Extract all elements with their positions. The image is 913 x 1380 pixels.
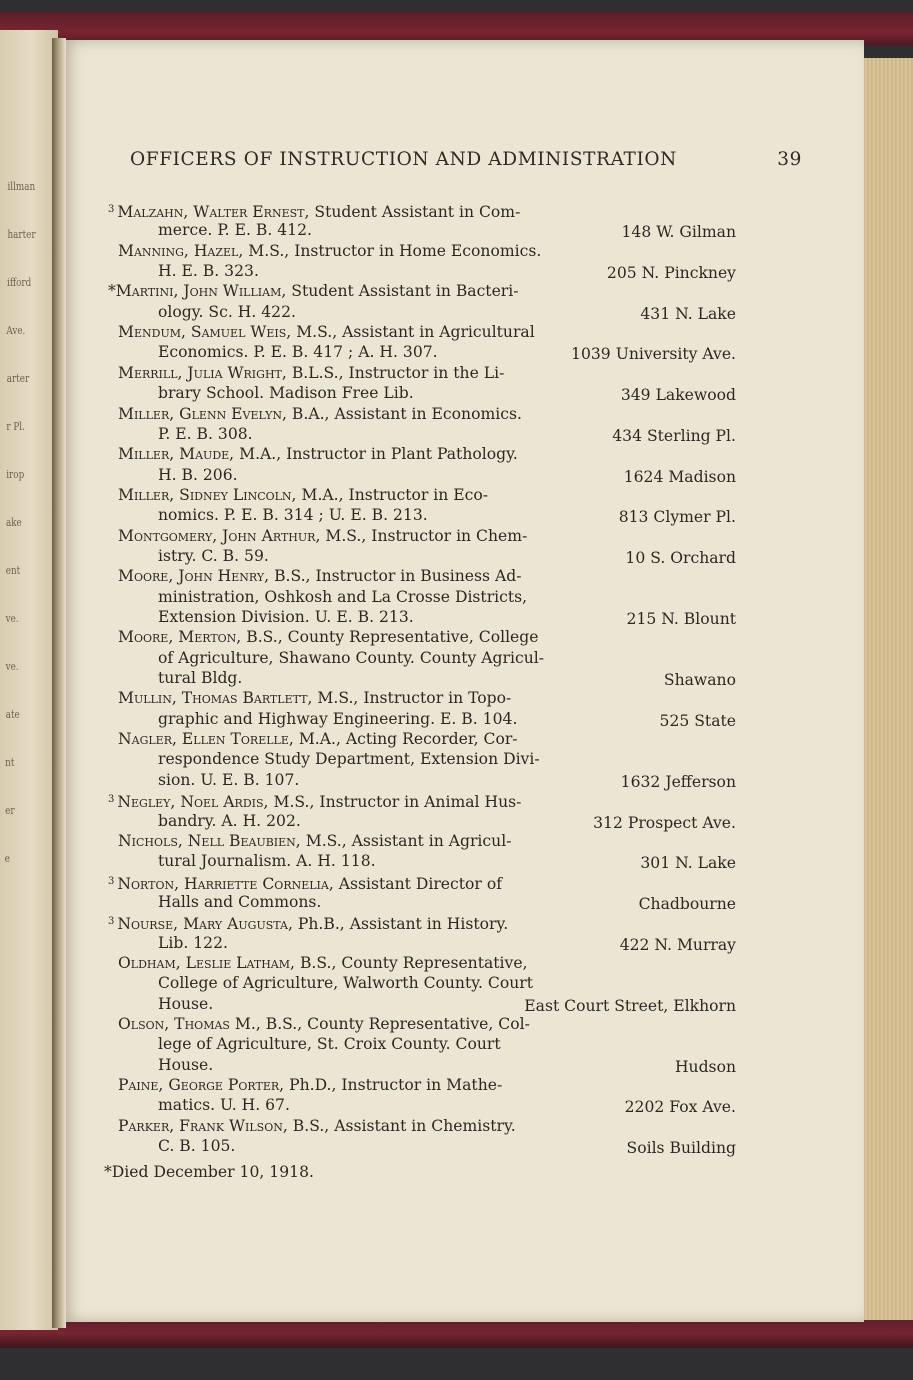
entry-continuation-line: Lib. 122. [158,933,228,952]
entry-name: Nourse, Mary Augusta, [117,915,293,934]
entry-name: Manning, Hazel, [118,241,244,260]
header-title: OFFICERS OF INSTRUCTION AND ADMINISTRATION [130,149,677,170]
entry-address: 312 Prospect Ave. [593,813,736,832]
facing-page-fragment: e [4,852,10,865]
entry-description: M.S., Assistant in Agricultural [296,323,535,342]
entry-address: 10 S. Orchard [625,548,736,567]
entry-description: M.A., Acting Recorder, Cor- [298,730,518,749]
entry-name: Negley, Noel Ardis, [117,793,269,812]
entry-continuation-line: C. B. 105. [158,1137,236,1156]
entry-first-line [108,872,502,892]
entry-first-line [108,281,519,301]
entry-description: Ph.D., Instructor in Mathe- [289,1076,503,1095]
facing-page-fragment: irop [6,468,25,481]
footnote: *Died December 10, 1918. [104,1163,314,1181]
facing-page-edge [0,30,58,1330]
entry-name: Martini, John William, [115,282,287,301]
entry-first-line [108,790,521,810]
entry-description: B.L.S., Instructor in the Li- [291,363,505,382]
entry-address: 1624 Madison [623,467,736,486]
entry-first-line [118,688,511,708]
entry-address: 349 Lakewood [620,386,736,405]
facing-page-fragment: ve. [5,612,19,625]
entry-description: B.S., Assistant in Chemistry. [292,1116,516,1135]
entry-address: 148 W. Gilman [621,223,736,242]
entry-description: Student Assistant in Com- [314,203,521,221]
entry-address: 422 N. Murray [619,935,736,954]
facing-page-fragment: ate [5,708,20,721]
entry-name: Olson, Thomas M., [118,1015,261,1033]
entry-description: M.S., Assistant in Agricul- [305,831,512,850]
entry-address: 1039 University Ave. [571,345,736,364]
entry-address: 301 N. Lake [640,854,736,873]
book-page [62,40,864,1322]
facing-page-fragment: ifford [7,276,32,289]
facing-page-fragment: er [5,804,15,817]
entry-continuation-line: Halls and Commons. [158,892,322,911]
page-stack-edge [862,58,913,1320]
entry-description: M.A., Instructor in Plant Pathology. [239,445,518,464]
entry-continuation-line: of Agriculture, Shawano County. County Agricul- [158,648,545,667]
entry-first-line [118,1075,502,1095]
entry-first-line [118,831,511,851]
facing-page-fragment: ake [5,516,22,529]
entry-first-line [118,1014,530,1034]
entry-address: 813 Clymer Pl. [618,508,736,527]
entry-name: Mendum, Samuel Weis, [118,323,292,342]
entry-description: Ph.B., Assistant in History. [297,915,509,934]
entry-name: Mullin, Thomas Bartlett, [118,689,313,708]
entry-first-line [118,404,522,424]
entry-continuation-line: respondence Study Department, Extension Divi- [158,750,540,769]
gutter-shadow [52,38,66,1328]
entry-marker: 3 [108,204,115,215]
entry-description: M.A., Instructor in Eco- [301,485,489,504]
facing-page-fragment: ve. [5,660,19,673]
entry-marker: * [108,282,116,301]
entry-first-line [118,526,527,546]
entry-first-line [118,953,528,973]
entry-description: Student Assistant in Bacteri- [291,282,519,301]
entry-first-line [108,912,508,932]
entry-address: Soils Building [626,1139,736,1158]
entry-continuation-line: Extension Division. U. E. B. 213. [158,608,414,626]
entry-name: Moore, John Henry, [118,567,270,586]
facing-page-fragment: ent [5,564,21,577]
entry-first-line [118,485,488,505]
running-header [130,149,802,170]
facing-page-fragment: arter [6,372,30,385]
entry-address: East Court Street, Elkhorn [524,996,736,1015]
entry-first-line [118,322,535,342]
entry-continuation-line: ology. Sc. H. 422. [158,302,296,321]
entry-address: 431 N. Lake [640,304,736,323]
entry-first-line [108,200,520,220]
entry-continuation-line: nomics. P. E. B. 314 ; U. E. B. 213. [158,506,428,525]
entry-continuation-line: brary School. Madison Free Lib. [158,384,414,403]
entry-continuation-line: H. E. B. 323. [158,262,259,281]
entry-continuation-line: House. [158,994,214,1013]
entry-address: 215 N. Blount [626,610,736,628]
entry-description: B.A., Assistant in Economics. [291,404,522,423]
entry-address: 2202 Fox Ave. [624,1098,736,1117]
entry-description: M.S., Instructor in Home Economics. [248,241,542,260]
entry-address: 434 Sterling Pl. [612,426,736,445]
entry-continuation-line: tural Bldg. [158,669,243,688]
entry-address: Chadbourne [638,894,736,913]
entry-description: B.S., County Representative, College [246,628,539,647]
entry-marker: 3 [108,916,115,928]
facing-page-fragment: Ave. [6,324,26,337]
entry-name: Miller, Glenn Evelyn, [118,404,287,423]
entry-first-line [118,566,521,586]
entry-continuation-line: merce. P. E. B. 412. [158,221,312,240]
entry-continuation-line: lege of Agriculture, St. Croix County. Court [158,1035,501,1054]
book-binding-bottom [0,1318,913,1348]
entry-name: Malzahn, Walter Ernest, [117,203,310,221]
entry-address: 1632 Jefferson [620,772,736,791]
entry-description: B.S., County Representative, [299,953,528,972]
entry-continuation-line: bandry. A. H. 202. [158,811,301,830]
entry-first-line [118,1116,516,1136]
entry-continuation-line: sion. U. E. B. 107. [158,770,300,789]
entry-continuation-line: College of Agriculture, Walworth County. Court [158,974,533,993]
entry-first-line [118,241,541,261]
entry-name: Miller, Maude, [118,445,235,464]
entry-first-line [118,444,518,464]
entry-name: Merrill, Julia Wright, [118,363,287,382]
entry-name: Parker, Frank Wilson, [118,1116,288,1135]
entry-continuation-line: matics. U. H. 67. [158,1096,290,1115]
facing-page-fragment: r Pl. [6,420,25,433]
entry-name: Paine, George Porter, [118,1076,285,1095]
page-number: 39 [777,149,802,170]
entry-first-line [118,627,539,647]
entry-description: M.S., Instructor in Animal Hus- [273,793,522,812]
facing-page-fragment: harter [7,228,36,241]
entry-name: Nichols, Nell Beaubien, [118,831,301,850]
entry-continuation-line: P. E. B. 308. [158,424,253,443]
entry-continuation-line: ministration, Oshkosh and La Crosse Districts, [158,587,528,606]
entry-marker: 3 [108,794,115,806]
entry-name: Montgomery, John Arthur, [118,526,321,545]
entry-address: Shawano [663,671,736,690]
facing-page-fragment: nt [5,756,15,769]
entry-name: Nagler, Ellen Torelle, [118,730,294,749]
entry-name: Moore, Merton, [118,628,242,647]
entry-description: B.S., Instructor in Business Ad- [274,567,522,586]
entry-address: Hudson [674,1057,736,1076]
entry-description: B.S., County Representative, Col- [265,1015,530,1033]
entry-marker: 3 [108,875,115,887]
entry-name: Norton, Harriette Cornelia, [117,874,334,893]
entry-first-line [118,363,504,383]
entry-address: 205 N. Pinckney [606,264,736,283]
entry-address: 525 State [659,711,736,730]
entry-first-line [118,729,518,749]
entry-continuation-line: Economics. P. E. B. 417 ; A. H. 307. [158,343,438,362]
entry-description: Assistant Director of [338,874,502,893]
entry-name: Miller, Sidney Lincoln, [118,485,297,504]
entry-continuation-line: istry. C. B. 59. [158,546,269,565]
entry-continuation-line: tural Journalism. A. H. 118. [158,852,376,871]
entry-description: M.S., Instructor in Topo- [317,689,512,708]
entry-description: M.S., Instructor in Chem- [325,526,528,545]
entry-continuation-line: House. [158,1055,214,1074]
entry-continuation-line: graphic and Highway Engineering. E. B. 104. [158,709,518,728]
entry-continuation-line: H. B. 206. [158,465,238,484]
entry-name: Oldham, Leslie Latham, [118,953,295,972]
facing-page-fragment: illman [7,180,36,193]
